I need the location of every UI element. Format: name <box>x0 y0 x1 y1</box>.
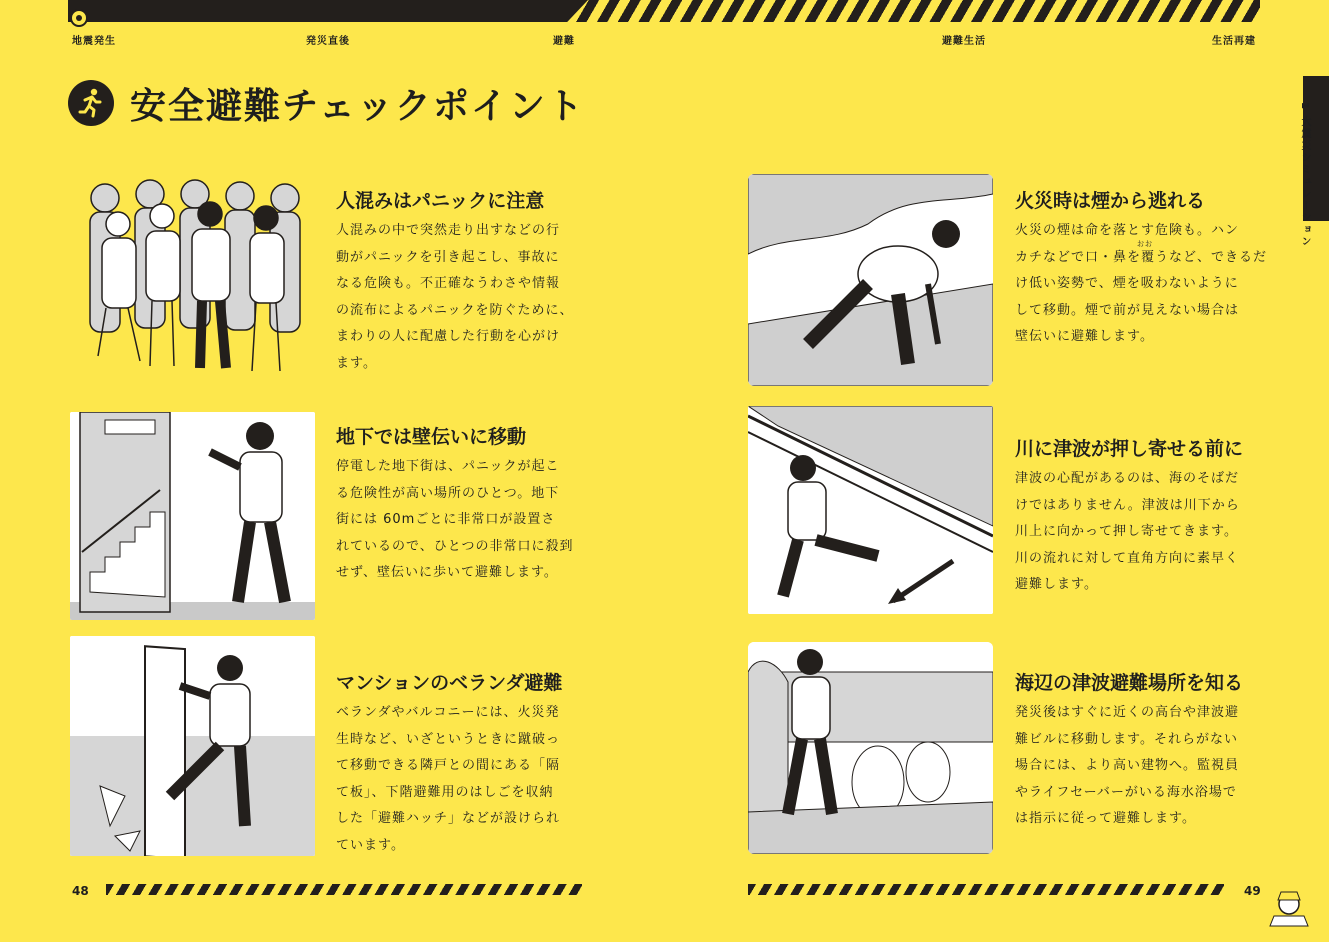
footer-stripe-right <box>748 884 1224 895</box>
section-heading-river: 川に津波が押し寄せる前に <box>1015 438 1244 460</box>
seaside-hill-illustration <box>748 642 993 854</box>
stage-label-3: 避難 <box>553 36 575 47</box>
balcony-escape-illustration <box>70 636 315 856</box>
section-text-river: 津波の心配があるのは、海のそばだ けではありません。津波は川下から 川上に向かって押し寄せてきます。 川の流れに対して直角方向に素早く 避難します。 <box>1015 471 1240 592</box>
stage-label-5: 生活再建 <box>1212 36 1256 47</box>
page-number-right: 49 <box>1244 884 1261 898</box>
smoke-crouch-illustration <box>748 174 993 386</box>
stage-label-2: 発災直後 <box>306 36 350 47</box>
running-person-icon <box>68 80 114 126</box>
section-text-fire: 火災の煙は命を落とす危険も。ハン カチなどで口・鼻を覆うなど、できるだ け低い姿勢で、煙を吸わないように して移動。煙で前が見えない場合は 壁伝いに避難します。 <box>1015 223 1268 344</box>
mascot-icon <box>1264 886 1314 930</box>
underground-wall-illustration <box>70 412 315 620</box>
section-heading-crowd: 人混みはパニックに注意 <box>336 190 545 212</box>
section-heading-seaside: 海辺の津波避難場所を知る <box>1015 672 1244 694</box>
target-icon <box>70 9 88 27</box>
stage-label-4: 避難生活 <box>942 36 986 47</box>
section-text-underground: 停電した地下街は、パニックが起こ る危険性が高い場所のひとつ。地下 街には 60mごとに非常口が設置さ れているので、ひとつの非常口に殺到 せず、壁伝いに歩いて避難します。 <box>336 459 574 580</box>
stage-label-1: 地震発生 <box>72 36 116 47</box>
top-progress-bar <box>68 0 1260 22</box>
page-number-left: 48 <box>72 884 89 898</box>
section-heading-balcony: マンションのベランダ避難 <box>336 672 563 694</box>
section-text-crowd: 人混みの中で突然走り出すなどの行 動がパニックを引き起こし、事故に なる危険も。不正確なうわさや情報 の流布によるパニックを防ぐために、 まわりの人に配慮した行動を心がけ ます。 <box>336 223 574 371</box>
section-text-balcony: ベランダやバルコニーには、火災発 生時など、いざというときに蹴破っ て移動できる隣戸との間にある「隔 て板」、下階避難用のはしごを収納 した「避難ハッチ」などが設けられ ています。 <box>336 705 561 853</box>
section-text-seaside: 発災後はすぐに近くの高台や津波避 難ビルに移動します。それらがない 場合には、より高い建物へ。監視員 やライフセーバーがいる海水浴場で は指示に従って避難します。 <box>1015 705 1240 826</box>
page-title: 安全避難チェックポイント <box>130 86 585 127</box>
crowd-panic-illustration <box>70 176 315 381</box>
river-tsunami-illustration <box>748 406 993 614</box>
footer-stripe-left <box>106 884 582 895</box>
ruby-text: おお <box>1137 240 1153 248</box>
section-heading-underground: 地下では壁伝いに移動 <box>336 426 527 448</box>
chapter-label: 1 大震災シミュレーション <box>1299 102 1310 249</box>
section-heading-fire: 火災時は煙から逃れる <box>1015 190 1206 212</box>
